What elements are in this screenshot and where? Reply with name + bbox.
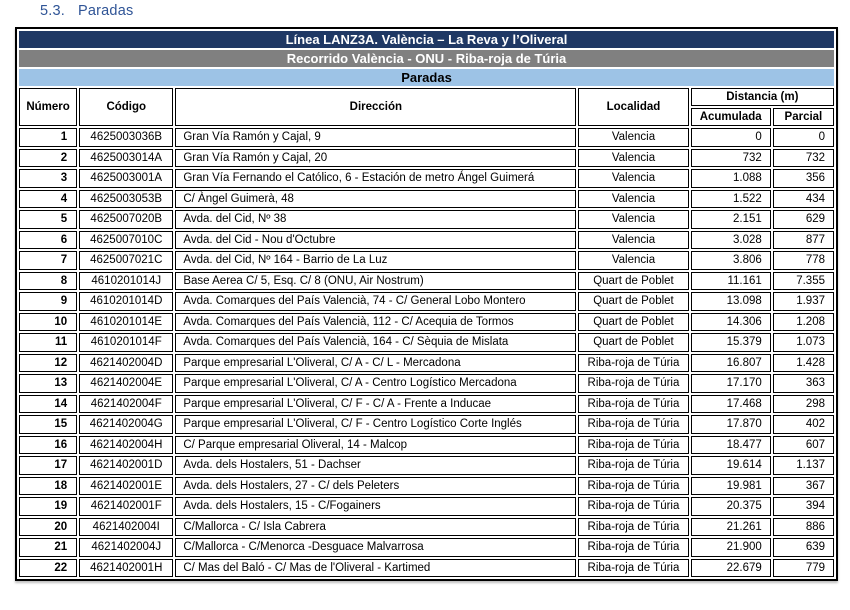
cell-codigo: 4610201014F	[79, 333, 173, 352]
cell-codigo: 4621402004H	[79, 436, 173, 455]
cell-direccion: Avda. dels Hostalers, 27 - C/ dels Peleters	[175, 477, 576, 496]
col-header-acumulada: Acumulada	[691, 108, 771, 126]
cell-codigo: 4621402004I	[79, 518, 173, 537]
cell-direccion: Parque empresarial L'Oliveral, C/ A - Centro Logístico Mercadona	[175, 374, 576, 393]
cell-localidad: Valencia	[578, 149, 688, 168]
cell-acumulada: 17.468	[691, 395, 771, 414]
cell-numero: 17	[19, 456, 77, 475]
cell-numero: 14	[19, 395, 77, 414]
cell-codigo: 4621402004J	[79, 538, 173, 557]
cell-direccion: Gran Vía Fernando el Católico, 6 - Estación de metro Ángel Guimerá	[175, 169, 576, 188]
cell-codigo: 4610201014D	[79, 292, 173, 311]
cell-acumulada: 17.870	[691, 415, 771, 434]
subtitle-bar-row	[19, 50, 834, 67]
cell-parcial: 0	[773, 128, 834, 147]
paradas-table	[15, 27, 838, 581]
cell-direccion: Gran Vía Ramón y Cajal, 20	[175, 149, 576, 168]
cell-parcial: 1.208	[773, 313, 834, 332]
cell-localidad: Valencia	[578, 231, 688, 250]
cell-localidad: Riba-roja de Túria	[578, 374, 688, 393]
cell-numero: 7	[19, 251, 77, 270]
cell-codigo: 4625007021C	[79, 251, 173, 270]
table-row	[19, 538, 834, 557]
table-section-bar: Paradas	[19, 69, 834, 86]
cell-numero: 21	[19, 538, 77, 557]
table-row	[19, 395, 834, 414]
section-bar-row	[19, 69, 834, 86]
table-row	[19, 190, 834, 209]
cell-direccion: C/ Parque empresarial Oliveral, 14 - Malcop	[175, 436, 576, 455]
cell-acumulada: 13.098	[691, 292, 771, 311]
cell-parcial: 402	[773, 415, 834, 434]
cell-parcial: 629	[773, 210, 834, 229]
cell-codigo: 4621402004D	[79, 354, 173, 373]
cell-acumulada: 1.088	[691, 169, 771, 188]
cell-direccion: Avda. del Cid, Nº 164 - Barrio de La Luz	[175, 251, 576, 270]
cell-codigo: 4625003001A	[79, 169, 173, 188]
cell-parcial: 1.937	[773, 292, 834, 311]
table-row	[19, 518, 834, 537]
cell-codigo: 4625007020B	[79, 210, 173, 229]
table-row	[19, 374, 834, 393]
cell-codigo: 4625003014A	[79, 149, 173, 168]
table-row	[19, 415, 834, 434]
cell-localidad: Valencia	[578, 190, 688, 209]
cell-numero: 2	[19, 149, 77, 168]
cell-acumulada: 19.614	[691, 456, 771, 475]
cell-direccion: Avda. dels Hostalers, 15 - C/Fogainers	[175, 497, 576, 516]
cell-acumulada: 19.981	[691, 477, 771, 496]
cell-codigo: 4625003036B	[79, 128, 173, 147]
cell-numero: 9	[19, 292, 77, 311]
table-subtitle-bar: Recorrido València - ONU - Riba-roja de Túria	[19, 50, 834, 67]
col-header-direccion: Dirección	[175, 88, 576, 126]
cell-numero: 18	[19, 477, 77, 496]
cell-localidad: Riba-roja de Túria	[578, 559, 688, 578]
cell-acumulada: 3.806	[691, 251, 771, 270]
cell-parcial: 886	[773, 518, 834, 537]
cell-numero: 3	[19, 169, 77, 188]
cell-parcial: 778	[773, 251, 834, 270]
cell-parcial: 639	[773, 538, 834, 557]
cell-numero: 1	[19, 128, 77, 147]
cell-parcial: 298	[773, 395, 834, 414]
col-header-distancia: Distancia (m)	[691, 88, 834, 106]
cell-localidad: Quart de Poblet	[578, 272, 688, 291]
table-row	[19, 251, 834, 270]
table-row	[19, 497, 834, 516]
table-row	[19, 149, 834, 168]
col-header-codigo: Código	[79, 88, 173, 126]
cell-codigo: 4610201014E	[79, 313, 173, 332]
cell-direccion: Avda. dels Hostalers, 51 - Dachser	[175, 456, 576, 475]
cell-parcial: 607	[773, 436, 834, 455]
table-row	[19, 169, 834, 188]
cell-acumulada: 18.477	[691, 436, 771, 455]
cell-direccion: Avda. Comarques del País Valencià, 164 - C/ Sèquia de Mislata	[175, 333, 576, 352]
cell-acumulada: 20.375	[691, 497, 771, 516]
table-row	[19, 272, 834, 291]
cell-localidad: Valencia	[578, 251, 688, 270]
cell-acumulada: 21.261	[691, 518, 771, 537]
cell-acumulada: 2.151	[691, 210, 771, 229]
section-heading	[40, 3, 133, 19]
col-header-localidad: Localidad	[578, 88, 688, 126]
cell-localidad: Quart de Poblet	[578, 313, 688, 332]
section-number: 5.3.	[40, 3, 65, 19]
cell-numero: 6	[19, 231, 77, 250]
cell-localidad: Quart de Poblet	[578, 292, 688, 311]
col-header-numero: Número	[19, 88, 77, 126]
table-row	[19, 313, 834, 332]
table-row	[19, 231, 834, 250]
cell-numero: 12	[19, 354, 77, 373]
cell-codigo: 4621402001D	[79, 456, 173, 475]
table-row	[19, 210, 834, 229]
cell-localidad: Riba-roja de Túria	[578, 395, 688, 414]
cell-direccion: Avda. Comarques del País Valencià, 74 - C/ General Lobo Montero	[175, 292, 576, 311]
table-row	[19, 128, 834, 147]
table-body	[19, 128, 834, 577]
cell-numero: 4	[19, 190, 77, 209]
cell-acumulada: 21.900	[691, 538, 771, 557]
cell-localidad: Riba-roja de Túria	[578, 497, 688, 516]
cell-parcial: 1.137	[773, 456, 834, 475]
cell-acumulada: 17.170	[691, 374, 771, 393]
cell-acumulada: 0	[691, 128, 771, 147]
column-header-row	[19, 88, 834, 106]
cell-localidad: Riba-roja de Túria	[578, 518, 688, 537]
cell-direccion: C/Mallorca - C/ Isla Cabrera	[175, 518, 576, 537]
cell-parcial: 732	[773, 149, 834, 168]
cell-direccion: C/Mallorca - C/Menorca -Desguace Malvarrosa	[175, 538, 576, 557]
cell-parcial: 434	[773, 190, 834, 209]
cell-parcial: 779	[773, 559, 834, 578]
cell-direccion: Gran Vía Ramón y Cajal, 9	[175, 128, 576, 147]
cell-parcial: 394	[773, 497, 834, 516]
cell-localidad: Valencia	[578, 169, 688, 188]
cell-localidad: Riba-roja de Túria	[578, 415, 688, 434]
title-bar-row	[19, 31, 834, 48]
cell-numero: 22	[19, 559, 77, 578]
section-title: Paradas	[78, 3, 134, 19]
cell-codigo: 4621402004E	[79, 374, 173, 393]
table-row	[19, 333, 834, 352]
cell-localidad: Riba-roja de Túria	[578, 436, 688, 455]
cell-localidad: Riba-roja de Túria	[578, 456, 688, 475]
cell-codigo: 4625003053B	[79, 190, 173, 209]
cell-codigo: 4625007010C	[79, 231, 173, 250]
cell-codigo: 4621402004F	[79, 395, 173, 414]
cell-acumulada: 22.679	[691, 559, 771, 578]
cell-acumulada: 3.028	[691, 231, 771, 250]
cell-acumulada: 11.161	[691, 272, 771, 291]
table-row	[19, 477, 834, 496]
cell-codigo: 4621402004G	[79, 415, 173, 434]
table-row	[19, 292, 834, 311]
cell-numero: 16	[19, 436, 77, 455]
cell-localidad: Valencia	[578, 128, 688, 147]
cell-direccion: Avda. Comarques del País Valencià, 112 - C/ Acequia de Tormos	[175, 313, 576, 332]
cell-direccion: Avda. del Cid, Nº 38	[175, 210, 576, 229]
cell-parcial: 367	[773, 477, 834, 496]
cell-direccion: Parque empresarial L'Oliveral, C/ A - C/ L - Mercadona	[175, 354, 576, 373]
cell-numero: 11	[19, 333, 77, 352]
table-row	[19, 559, 834, 578]
cell-parcial: 1.428	[773, 354, 834, 373]
cell-codigo: 4621402001E	[79, 477, 173, 496]
cell-numero: 19	[19, 497, 77, 516]
cell-codigo: 4621402001H	[79, 559, 173, 578]
cell-localidad: Valencia	[578, 210, 688, 229]
table-title-bar: Línea LANZ3A. València – La Reva y l’Oliveral	[19, 31, 834, 48]
cell-direccion: Avda. del Cid - Nou d'Octubre	[175, 231, 576, 250]
cell-localidad: Riba-roja de Túria	[578, 354, 688, 373]
cell-localidad: Riba-roja de Túria	[578, 477, 688, 496]
cell-acumulada: 732	[691, 149, 771, 168]
cell-parcial: 363	[773, 374, 834, 393]
cell-direccion: Parque empresarial L'Oliveral, C/ F - Centro Logístico Corte Inglés	[175, 415, 576, 434]
cell-localidad: Quart de Poblet	[578, 333, 688, 352]
cell-direccion: C/ Mas del Baló - C/ Mas de l'Oliveral - Kartimed	[175, 559, 576, 578]
cell-parcial: 877	[773, 231, 834, 250]
cell-localidad: Riba-roja de Túria	[578, 538, 688, 557]
table-row	[19, 456, 834, 475]
cell-parcial: 7.355	[773, 272, 834, 291]
col-header-parcial: Parcial	[773, 108, 834, 126]
cell-acumulada: 15.379	[691, 333, 771, 352]
cell-direccion: C/ Àngel Guimerà, 48	[175, 190, 576, 209]
cell-codigo: 4621402001F	[79, 497, 173, 516]
table-header	[19, 31, 834, 126]
cell-numero: 20	[19, 518, 77, 537]
table-row	[19, 354, 834, 373]
cell-codigo: 4610201014J	[79, 272, 173, 291]
cell-numero: 15	[19, 415, 77, 434]
cell-parcial: 356	[773, 169, 834, 188]
cell-numero: 13	[19, 374, 77, 393]
cell-acumulada: 14.306	[691, 313, 771, 332]
cell-acumulada: 1.522	[691, 190, 771, 209]
cell-acumulada: 16.807	[691, 354, 771, 373]
cell-parcial: 1.073	[773, 333, 834, 352]
cell-numero: 10	[19, 313, 77, 332]
cell-numero: 5	[19, 210, 77, 229]
table-row	[19, 436, 834, 455]
cell-direccion: Parque empresarial L'Oliveral, C/ F - C/ A - Frente a Inducae	[175, 395, 576, 414]
cell-numero: 8	[19, 272, 77, 291]
cell-direccion: Base Aerea C/ 5, Esq. C/ 8 (ONU, Air Nostrum)	[175, 272, 576, 291]
